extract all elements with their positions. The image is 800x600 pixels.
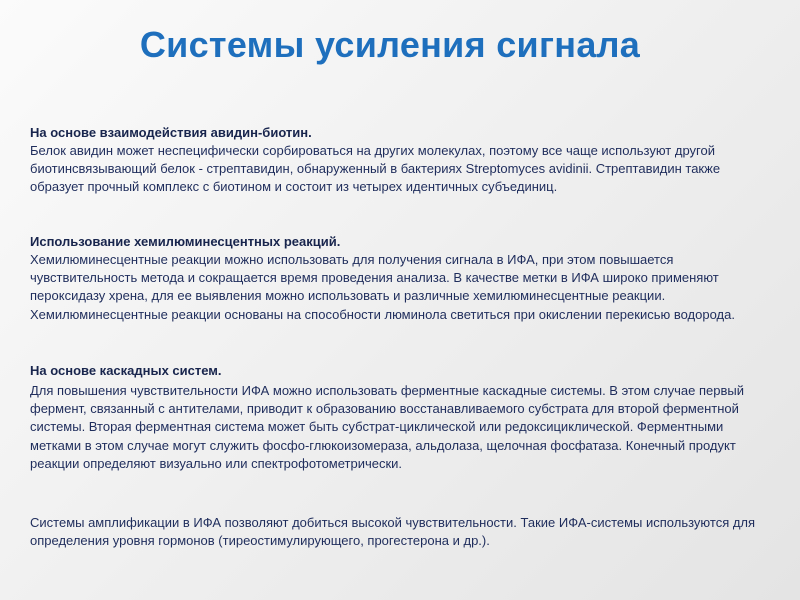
section-text: Хемилюминесцентные реакции можно использовать для получения сигнала в ИФА, при этом повышается чувствительность метода и сокращается время проведения анализа. В качестве метки в ИФА широко применяют пероксидазу хрена, для ее выявления можно использовать и различные хемилюминесцентные реакции. Хемилюминесцентные реакции основаны на способности люминола светиться при окислении перекисью водорода. (30, 252, 735, 322)
conclusion-text: Системы амплификации в ИФА позволяют добиться высокой чувствительности. Такие ИФА-системы используются для определения уровня гормонов (тиреостимулирующего, прогестерона и др.). (30, 515, 756, 549)
page-title: Системы усиления сигнала (139, 24, 641, 65)
section-heading: Использование хемилюминесцентных реакций. (30, 234, 341, 249)
section-cascade (30, 362, 770, 473)
section-chemiluminescence (30, 233, 770, 324)
section-avidin-biotin (30, 124, 770, 197)
section-text: Белок авидин может неспецифически сорбироваться на других молекулах, поэтому все чаще используют другой биотинсвязывающий белок - стрептавидин, обнаруженный в бактериях Streptomyces avidinii. Стрептавидин также образует прочный комплекс с биотином и состоит из четырех идентичных субъединиц. (30, 143, 721, 195)
section-heading: На основе взаимодействия авидин-биотин. (30, 125, 312, 140)
section-text: Для повышения чувствительности ИФА можно использовать ферментные каскадные системы. В этом случае первый фермент, связанный с антителами, приводит к образованию восстанавливаемого субстрата для второй ферментной системы. Вторая ферментная система может быть субстрат-циклической или редоксициклической. Ферментными метками в этом случае могут служить фосфо-глюкоизомераза, альдолаза, щелочная фосфатаза. Конечный продукт реакции определяют визуально или спектрофотометрически. (30, 383, 744, 471)
conclusion-section (30, 514, 770, 550)
section-heading: На основе каскадных систем. (30, 363, 222, 378)
